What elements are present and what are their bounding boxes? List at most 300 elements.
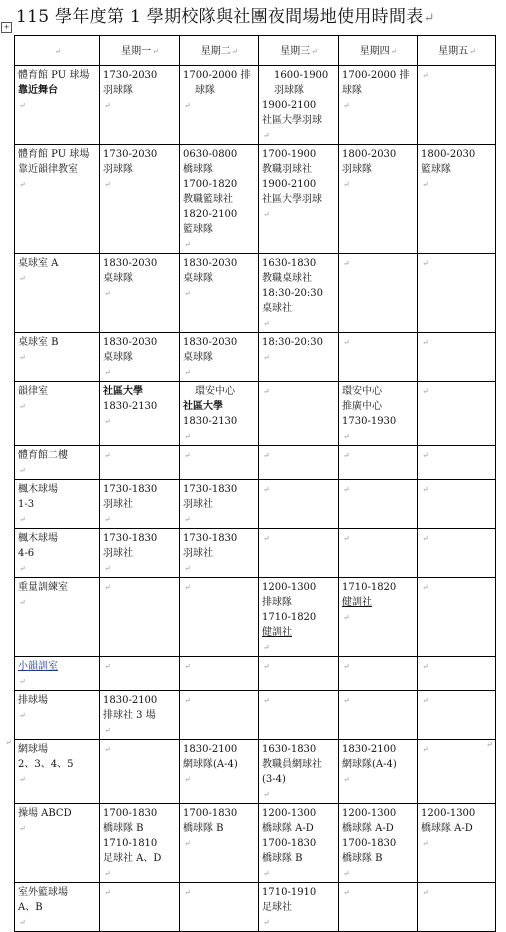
paragraph-mark-icon: ↵ [422,71,429,80]
paragraph-mark-icon: ↵ [19,775,26,784]
schedule-cell-friday [418,66,496,145]
paragraph-mark-icon: ↵ [19,564,26,573]
paragraph-mark-icon: ↵ [104,564,111,573]
table-row [15,657,496,691]
schedule-cell-wednesday [259,657,339,691]
schedule-cell-tuesday [180,254,259,333]
schedule-cell-friday [418,529,496,578]
cell-text-line: 1710-1820 [262,612,317,623]
paragraph-mark-icon: ↵ [5,738,12,747]
schedule-cell-thursday [339,883,418,932]
schedule-cell-monday [100,480,180,529]
table-move-handle-icon[interactable]: + [1,22,12,33]
cell-text-line: 排球場 [18,695,48,706]
schedule-cell-tuesday [180,883,259,932]
paragraph-mark-icon: ↵ [104,289,111,298]
cell-text-line: 1700-2000 排 [183,70,251,81]
cell-text-line: 1800-2030 [421,149,476,160]
schedule-cell-monday [100,66,180,145]
venue-cell [15,66,100,145]
schedule-cell-wednesday [259,145,339,254]
header-cell-thursday: 星期四↵ [339,36,418,66]
cell-text-line: 1830-2030 [103,337,158,348]
cell-text-line: 1830-2100 [103,695,158,706]
header-cell-tuesday: 星期二↵ [180,36,259,66]
cell-text-line: 1900-2100 [262,179,317,190]
schedule-cell-thursday [339,254,418,333]
cell-text-line: 1730-1830 [183,484,238,495]
paragraph-mark-icon: ↵ [184,839,191,848]
cell-text-line: 排球社 3 場 [103,710,156,721]
cell-text-line: 橋球隊 B [103,823,144,834]
paragraph-mark-icon: ↵ [422,180,429,189]
cell-text-line: 社區大學 [103,386,143,397]
cell-text-line: 1200-1300 [421,808,476,819]
schedule-cell-tuesday [180,529,259,578]
table-row [15,883,496,932]
cell-text-line: 1830-2130 [183,416,238,427]
cell-text-line: 球隊 [195,85,215,96]
page-title [16,6,435,30]
cell-text-line: 1710-1810 [103,838,158,849]
cell-text-line: 體育館 PU 球場 [18,149,90,160]
paragraph-mark-icon: ↵ [263,210,270,219]
cell-text-line: 1630-1830 [262,744,317,755]
schedule-cell-tuesday [180,657,259,691]
cell-text-line: 1710-1820 [342,582,397,593]
paragraph-mark-icon: ↵ [104,869,111,878]
cell-text-line: 桌球隊 [103,273,133,284]
schedule-cell-monday [100,578,180,657]
paragraph-mark-icon: ↵ [343,259,350,268]
schedule-cell-thursday [339,480,418,529]
cell-text-line: 0630-0800 [183,149,238,160]
schedule-cell-thursday [339,529,418,578]
paragraph-mark-icon: ↵ [184,451,191,460]
table-row [15,446,496,480]
paragraph-mark-icon: ↵ [104,888,111,897]
paragraph-mark-icon: ↵ [486,740,493,749]
cell-text-line: 桌球室 A [18,258,59,269]
cell-text-line: 重量訓練室 [18,582,68,593]
paragraph-mark-icon: ↵ [184,240,191,249]
paragraph-mark-icon: ↵ [263,451,270,460]
schedule-cell-thursday [339,333,418,382]
schedule-cell-thursday [339,657,418,691]
cell-text-line: 體育館 PU 球場 [18,70,90,81]
schedule-cell-wednesday [259,529,339,578]
paragraph-mark-icon: ↵ [19,711,26,720]
venue-cell [15,691,100,740]
paragraph-mark-icon: ↵ [343,432,350,441]
venue-cell [15,254,100,333]
venue-cell [15,740,100,804]
paragraph-mark-icon: ↵ [343,338,350,347]
cell-text-line: 18:30-20:30 [262,288,324,299]
paragraph-mark-icon: ↵ [19,598,26,607]
paragraph-mark-icon: ↵ [422,534,429,543]
cell-text-line: 1630-1830 [262,258,317,269]
venue-cell [15,382,100,446]
schedule-cell-friday [418,254,496,333]
schedule-cell-wednesday [259,446,339,480]
cell-text-line: 教職籃球社 [183,194,233,205]
cell-text-line: 1800-2030 [342,149,397,160]
cell-text-line: 羽球社 [103,499,133,510]
cell-text-line: 楓木球場 [18,533,58,544]
schedule-cell-wednesday [259,480,339,529]
table-row [15,740,496,804]
title-text: 115 學年度第 1 學期校隊與社團夜間場地使用時間表 [16,7,424,27]
cell-text-line: 羽球隊 [103,164,133,175]
schedule-cell-monday [100,446,180,480]
schedule-cell-thursday [339,740,418,804]
cell-text-line: 網球隊(A-4) [183,759,238,770]
paragraph-mark-icon: ↵ [104,662,111,671]
cell-text-line: 桌球隊 [103,352,133,363]
schedule-cell-thursday [339,382,418,446]
table-row [15,66,496,145]
cell-text-line: 健訓社 [262,627,292,638]
table-row [15,691,496,740]
cell-text-line: 籃球隊 [183,224,213,235]
cell-text-line: 1700-1830 [103,808,158,819]
cell-text-line: 1700-1900 [262,149,317,160]
paragraph-mark-icon: ↵ [422,662,429,671]
schedule-cell-tuesday [180,691,259,740]
cell-text-line: 1730-1830 [103,484,158,495]
venue-cell [15,529,100,578]
table-row [15,480,496,529]
schedule-cell-monday [100,740,180,804]
cell-text-line: 足球社 [262,902,292,913]
venue-cell [15,657,100,691]
cell-text-line: 教職員網球社 [262,759,322,770]
cell-text-line: 1700-1820 [183,179,238,190]
cell-text-line: 環安中心 [195,386,235,397]
cell-text-line: 網球場 [18,744,48,755]
paragraph-mark-icon: ↵ [343,101,350,110]
schedule-cell-friday [418,145,496,254]
cell-text-line: 18:30-20:30 [262,337,324,348]
cell-text-line: 健訓社 [342,597,372,608]
cell-text-line: 羽球社 [103,548,133,559]
paragraph-mark-icon: ↵ [422,338,429,347]
schedule-cell-tuesday [180,578,259,657]
cell-text-line: (3-4) [262,774,286,785]
paragraph-mark-icon: ↵ [422,888,429,897]
paragraph-mark-icon: ↵ [343,180,350,189]
schedule-cell-friday [418,446,496,480]
cell-text-line: 2、3、4、5 [18,759,74,770]
venue-cell [15,333,100,382]
cell-text-line: 羽球社 [183,499,213,510]
paragraph-mark-icon: ↵ [104,726,111,735]
cell-text-line: 1710-1910 [262,887,317,898]
cell-text-line: 1-3 [18,499,35,510]
cell-text-line: 桌球社 [262,303,292,314]
venue-cell [15,446,100,480]
cell-text-line: 靠近舞台 [18,85,58,96]
cell-text-line: 網球隊(A-4) [342,759,397,770]
cell-text-line: 橋球隊 A-D [262,823,314,834]
cell-text-line: 橋球隊 B [262,853,303,864]
schedule-cell-tuesday [180,333,259,382]
paragraph-mark-icon: ↵ [422,745,429,754]
cell-text-line: 1830-2130 [103,401,158,412]
schedule-cell-tuesday [180,382,259,446]
paragraph-mark-icon: ↵ [343,869,350,878]
paragraph-mark-icon: ↵ [104,180,111,189]
schedule-cell-wednesday [259,254,339,333]
schedule-cell-thursday [339,804,418,883]
paragraph-mark-icon: ↵ [422,387,429,396]
schedule-cell-tuesday [180,66,259,145]
header-cell-corner: ↵ [15,36,100,66]
cell-text-line: 羽球隊 [103,85,133,96]
paragraph-mark-icon: ↵ [104,583,111,592]
schedule-cell-tuesday [180,804,259,883]
schedule-cell-monday [100,691,180,740]
paragraph-mark-icon: ↵ [184,515,191,524]
table-row [15,382,496,446]
cell-text-line: 操場 ABCD [18,808,72,819]
schedule-cell-monday [100,657,180,691]
paragraph-mark-icon: ↵ [422,696,429,705]
cell-text-line: 足球社 A、D [103,853,162,864]
paragraph-mark-icon: ↵ [184,101,191,110]
cell-text-line: 體育館二樓 [18,450,68,461]
schedule-cell-wednesday [259,804,339,883]
paragraph-mark-icon: ↵ [422,839,429,848]
paragraph-mark-icon: ↵ [104,451,111,460]
cell-text-line: 橋球隊 [183,164,213,175]
cell-text-line: 羽球隊 [342,164,372,175]
schedule-cell-thursday [339,66,418,145]
paragraph-mark-icon: ↵ [343,775,350,784]
cell-text-line: 1730-1930 [342,416,397,427]
schedule-cell-wednesday [259,691,339,740]
schedule-cell-wednesday [259,883,339,932]
paragraph-mark-icon: ↵ [422,485,429,494]
paragraph-mark-icon: ↵ [184,289,191,298]
cell-text-line: 靠近韻律教室 [18,164,78,175]
cell-text-line: 羽球社 [183,548,213,559]
cell-text-line: 1700-1830 [262,838,317,849]
cell-text-line: 教職桌球社 [262,273,312,284]
schedule-cell-wednesday [259,740,339,804]
schedule-cell-friday [418,883,496,932]
cell-text-line: 社區大學 [183,401,223,412]
cell-text-line: 4-6 [18,548,35,559]
paragraph-mark-icon: ↵ [104,417,111,426]
schedule-body [15,66,496,932]
cell-text-line: 1200-1300 [262,808,317,819]
cell-text-line: 橋球隊 B [183,823,224,834]
paragraph-mark-icon: ↵ [19,466,26,475]
cell-text-line: 桌球室 B [18,337,59,348]
venue-cell [15,145,100,254]
paragraph-mark-icon: ↵ [19,180,26,189]
cell-text-line: 1900-2100 [262,100,317,111]
cell-text-line: 球隊 [342,85,362,96]
paragraph-mark-icon: ↵ [263,696,270,705]
paragraph-mark-icon: ↵ [184,888,191,897]
cell-text-line: 橋球隊 A-D [342,823,394,834]
paragraph-mark-icon: ↵ [423,11,435,26]
cell-text-line: 推廣中心 [342,401,382,412]
cell-text-line: 1700-2000 排 [342,70,410,81]
table-row [15,804,496,883]
paragraph-mark-icon: ↵ [184,368,191,377]
cell-text-line: A、B [18,902,43,913]
schedule-cell-monday [100,529,180,578]
table-row [15,254,496,333]
cell-text-line: 橋球隊 A-D [421,823,473,834]
paragraph-mark-icon: ↵ [263,387,270,396]
schedule-cell-wednesday [259,66,339,145]
header-cell-monday: 星期一↵ [100,36,180,66]
paragraph-mark-icon: ↵ [263,790,270,799]
schedule-cell-wednesday [259,333,339,382]
cell-text-line: 1600-1900 [274,70,329,81]
cell-text-line: 1700-1830 [342,838,397,849]
paragraph-mark-icon: ↵ [343,696,350,705]
paragraph-mark-icon: ↵ [263,485,270,494]
cell-text-line: 社區大學羽球 [262,194,322,205]
venue-cell [15,480,100,529]
cell-text-line: 1200-1300 [342,808,397,819]
paragraph-mark-icon: ↵ [263,643,270,652]
cell-text-line: 籃球隊 [421,164,451,175]
venue-cell [15,804,100,883]
header-cell-wednesday: 星期三↵ [259,36,339,66]
schedule-cell-friday [418,382,496,446]
paragraph-mark-icon: ↵ [19,677,26,686]
cell-text-line: 1700-1830 [183,808,238,819]
cell-text-line: 1200-1300 [262,582,317,593]
schedule-cell-wednesday [259,578,339,657]
paragraph-mark-icon: ↵ [343,451,350,460]
schedule-cell-friday [418,740,496,804]
schedule-cell-monday [100,883,180,932]
schedule-cell-monday [100,145,180,254]
cell-text-line: 橋球隊 B [342,853,383,864]
cell-text-line: 排球隊 [262,597,292,608]
schedule-cell-friday [418,691,496,740]
cell-text-line: 教職羽球社 [262,164,312,175]
cell-text-line: 1730-2030 [103,149,158,160]
schedule-cell-friday [418,333,496,382]
paragraph-mark-icon: ↵ [19,918,26,927]
paragraph-mark-icon: ↵ [104,368,111,377]
paragraph-mark-icon: ↵ [19,402,26,411]
paragraph-mark-icon: ↵ [263,131,270,140]
schedule-cell-thursday [339,691,418,740]
paragraph-mark-icon: ↵ [184,583,191,592]
schedule-cell-thursday [339,145,418,254]
schedule-table [14,35,496,932]
cell-text-line: 1830-2100 [183,744,238,755]
schedule-cell-thursday [339,578,418,657]
cell-text-line: 1730-1830 [183,533,238,544]
paragraph-mark-icon: ↵ [422,583,429,592]
paragraph-mark-icon: ↵ [343,534,350,543]
table-row [15,529,496,578]
paragraph-mark-icon: ↵ [263,319,270,328]
paragraph-mark-icon: ↵ [19,824,26,833]
paragraph-mark-icon: ↵ [19,101,26,110]
cell-text-line: 社區大學羽球 [262,115,322,126]
cell-text-line: 1830-2100 [342,744,397,755]
paragraph-mark-icon: ↵ [422,259,429,268]
cell-text-line: 1830-2030 [103,258,158,269]
cell-text-line: 1830-2030 [183,258,238,269]
cell-text-line: 環安中心 [342,386,382,397]
paragraph-mark-icon: ↵ [19,515,26,524]
cell-text-line: 1730-1830 [103,533,158,544]
header-row [15,36,496,66]
schedule-cell-monday [100,804,180,883]
paragraph-mark-icon: ↵ [104,515,111,524]
paragraph-mark-icon: ↵ [104,101,111,110]
schedule-cell-friday [418,804,496,883]
paragraph-mark-icon: ↵ [343,888,350,897]
schedule-cell-friday [418,578,496,657]
paragraph-mark-icon: ↵ [104,745,111,754]
paragraph-mark-icon: ↵ [263,353,270,362]
paragraph-mark-icon: ↵ [263,869,270,878]
cell-text-line: 楓木球場 [18,484,58,495]
paragraph-mark-icon: ↵ [19,353,26,362]
paragraph-mark-icon: ↵ [263,534,270,543]
paragraph-mark-icon: ↵ [263,918,270,927]
cell-text-line: 桌球隊 [183,352,213,363]
paragraph-mark-icon: ↵ [343,485,350,494]
schedule-cell-thursday [339,446,418,480]
venue-cell [15,883,100,932]
schedule-cell-tuesday [180,480,259,529]
cell-text-line: 1730-2030 [103,70,158,81]
paragraph-mark-icon: ↵ [184,662,191,671]
schedule-cell-tuesday [180,740,259,804]
cell-text-line: 1830-2030 [183,337,238,348]
schedule-cell-tuesday [180,145,259,254]
table-row [15,578,496,657]
schedule-cell-friday [418,480,496,529]
cell-text-line: 桌球隊 [183,273,213,284]
schedule-cell-monday [100,382,180,446]
paragraph-mark-icon: ↵ [184,432,191,441]
paragraph-mark-icon: ↵ [19,274,26,283]
schedule-cell-wednesday [259,382,339,446]
cell-text-line: 室外籃球場 [18,887,68,898]
paragraph-mark-icon: ↵ [184,775,191,784]
paragraph-mark-icon: ↵ [184,696,191,705]
header-cell-friday: 星期五↵ [418,36,496,66]
venue-link[interactable]: 小韻訓室 [18,661,58,672]
paragraph-mark-icon: ↵ [343,613,350,622]
paragraph-mark-icon: ↵ [263,662,270,671]
schedule-cell-tuesday [180,446,259,480]
paragraph-mark-icon: ↵ [184,564,191,573]
venue-cell [15,578,100,657]
cell-text-line: 韻律室 [18,386,48,397]
paragraph-mark-icon: ↵ [422,451,429,460]
table-row [15,333,496,382]
table-row [15,145,496,254]
paragraph-mark-icon: ↵ [343,662,350,671]
